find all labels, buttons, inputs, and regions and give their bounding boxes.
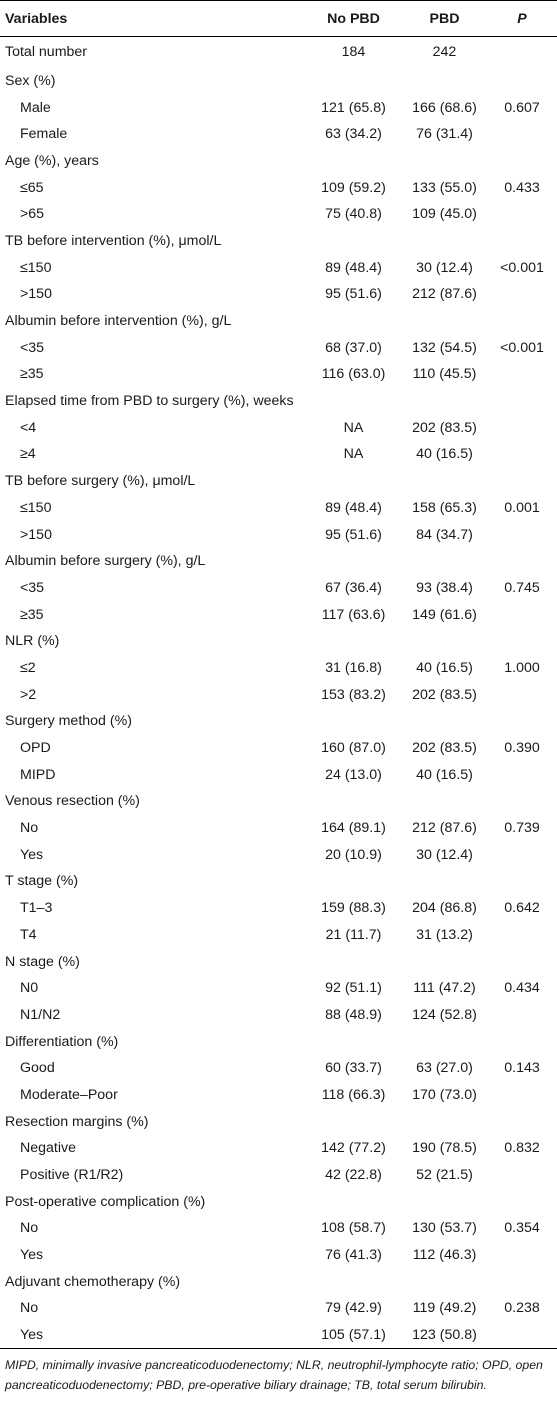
cell-pbd	[402, 868, 487, 895]
table-row	[0, 1322, 557, 1349]
table-row	[0, 361, 557, 388]
cell-pbd	[402, 548, 487, 575]
cell-no-pbd: 121 (65.8)	[321, 99, 386, 116]
table-row	[0, 601, 557, 628]
cell-no-pbd	[305, 228, 402, 255]
cell-variable: TB before intervention (%), μmol/L	[5, 232, 222, 249]
cell-no-pbd: 63 (34.2)	[325, 126, 382, 143]
cell-p-value	[487, 308, 557, 335]
cell-no-pbd: 89 (48.4)	[325, 259, 382, 276]
cell-pbd: 133 (55.0)	[412, 179, 477, 196]
cell-pbd	[402, 1268, 487, 1295]
cell-pbd	[402, 948, 487, 975]
cell-pbd: 132 (54.5)	[412, 339, 477, 356]
cell-variable: Negative	[20, 1140, 76, 1157]
cell-p-value	[487, 1162, 557, 1189]
cell-pbd: 84 (34.7)	[416, 526, 473, 543]
cell-no-pbd	[305, 308, 402, 335]
cell-p-value	[487, 521, 557, 548]
cell-pbd: 170 (73.0)	[412, 1086, 477, 1103]
cell-pbd: 242	[432, 44, 457, 61]
cell-p-value	[487, 841, 557, 868]
cell-no-pbd: 116 (63.0)	[321, 366, 386, 383]
cell-no-pbd	[305, 1028, 402, 1055]
cell-pbd: 119 (49.2)	[412, 1300, 477, 1317]
cell-no-pbd: 21 (11.7)	[325, 926, 382, 943]
table-group-row	[0, 1028, 557, 1055]
table-row	[0, 815, 557, 842]
table-group-row	[0, 1188, 557, 1215]
cell-p-value	[487, 922, 557, 949]
cell-p-value	[487, 441, 557, 468]
cell-variable: Age (%), years	[5, 152, 99, 169]
cell-p-value: 0.354	[504, 1220, 540, 1237]
cell-pbd: 202 (83.5)	[412, 686, 477, 703]
cell-no-pbd	[305, 1268, 402, 1295]
table-row	[0, 521, 557, 548]
cell-pbd	[402, 628, 487, 655]
cell-p-value: 0.433	[504, 179, 540, 196]
cell-variable: Albumin before intervention (%), g/L	[5, 313, 232, 330]
table-row	[0, 975, 557, 1002]
cell-no-pbd: 31 (16.8)	[325, 659, 382, 676]
table-row	[0, 1295, 557, 1322]
cell-no-pbd: 153 (83.2)	[321, 686, 386, 703]
cell-variable: ≥35	[20, 366, 44, 383]
cell-pbd: 76 (31.4)	[416, 126, 473, 143]
cell-variable: N0	[20, 980, 39, 997]
cell-no-pbd: 79 (42.9)	[325, 1300, 382, 1317]
cell-p-value	[487, 1322, 557, 1349]
cell-pbd	[402, 68, 487, 95]
cell-no-pbd	[305, 1188, 402, 1215]
table-row	[0, 922, 557, 949]
cell-pbd: 130 (53.7)	[412, 1220, 477, 1237]
table-row	[0, 841, 557, 868]
cell-no-pbd: 105 (57.1)	[305, 1322, 402, 1349]
cell-pbd: 31 (13.2)	[416, 926, 473, 943]
table-row	[0, 1215, 557, 1242]
header-no-pbd: No PBD	[305, 1, 402, 37]
cell-variable: NLR (%)	[5, 633, 60, 650]
table-row	[0, 1055, 557, 1082]
table-body	[0, 37, 557, 1349]
table-row	[0, 201, 557, 228]
cell-pbd: 124 (52.8)	[412, 1006, 477, 1023]
cell-variable: No	[20, 820, 39, 837]
cell-pbd	[402, 388, 487, 415]
cell-p-value	[487, 121, 557, 148]
cell-p-value	[487, 948, 557, 975]
cell-no-pbd	[305, 868, 402, 895]
header-pbd: PBD	[402, 1, 487, 37]
cell-no-pbd: 109 (59.2)	[321, 179, 386, 196]
cell-pbd: 30 (12.4)	[416, 846, 473, 863]
cell-p-value: 0.745	[504, 579, 540, 596]
cell-pbd: 112 (46.3)	[412, 1247, 477, 1264]
cell-p-value	[487, 388, 557, 415]
table-group-row	[0, 948, 557, 975]
cell-no-pbd	[305, 468, 402, 495]
table-row	[0, 254, 557, 281]
cell-p-value	[487, 761, 557, 788]
cell-p-value	[487, 37, 557, 68]
cell-p-value	[487, 708, 557, 735]
cell-p-value	[487, 628, 557, 655]
cell-pbd: 204 (86.8)	[412, 900, 477, 917]
cell-variable: >65	[20, 206, 45, 223]
table-row	[0, 1242, 557, 1269]
cell-no-pbd: 184	[341, 44, 366, 61]
cell-variable: T1–3	[20, 900, 53, 917]
table-row	[0, 761, 557, 788]
table-row	[0, 281, 557, 308]
cell-no-pbd: 117 (63.6)	[321, 606, 386, 623]
cell-p-value: 0.143	[504, 1060, 540, 1077]
cell-p-value	[487, 1028, 557, 1055]
cell-pbd	[402, 228, 487, 255]
cell-p-value	[487, 868, 557, 895]
table-row	[0, 1162, 557, 1189]
cell-pbd: 110 (45.5)	[412, 366, 477, 383]
cell-variable: Yes	[20, 1247, 44, 1264]
cell-variable: No	[20, 1300, 39, 1317]
cell-no-pbd: 42 (22.8)	[325, 1167, 382, 1184]
cell-variable: ≥4	[20, 446, 36, 463]
table-group-row	[0, 228, 557, 255]
cell-p-value	[487, 281, 557, 308]
cell-pbd: 30 (12.4)	[416, 259, 473, 276]
cell-variable: >2	[20, 686, 37, 703]
cell-pbd	[402, 468, 487, 495]
cell-variable: ≤150	[20, 259, 52, 276]
table-header	[0, 1, 557, 37]
cell-no-pbd: 160 (87.0)	[321, 740, 386, 757]
cell-no-pbd	[305, 1108, 402, 1135]
cell-variable: Resection margins (%)	[5, 1113, 149, 1130]
cell-variable: Elapsed time from PBD to surgery (%), weeks	[5, 393, 294, 410]
cell-variable: Female	[20, 126, 68, 143]
cell-p-value: 0.739	[504, 820, 540, 837]
cell-pbd: 40 (16.5)	[416, 446, 473, 463]
table-row	[0, 94, 557, 121]
cell-variable: ≥35	[20, 606, 44, 623]
cell-no-pbd	[305, 548, 402, 575]
table-row	[0, 681, 557, 708]
table-group-row	[0, 868, 557, 895]
cell-variable: Adjuvant chemotherapy (%)	[5, 1273, 181, 1290]
cell-no-pbd: 76 (41.3)	[325, 1247, 382, 1264]
cell-p-value	[487, 681, 557, 708]
table-row	[0, 1135, 557, 1162]
table-group-row	[0, 308, 557, 335]
cell-variable: Total number	[5, 44, 88, 61]
cell-p-value	[487, 414, 557, 441]
cell-variable: >150	[20, 526, 52, 543]
cell-no-pbd: NA	[343, 419, 364, 436]
cell-pbd: 202 (83.5)	[412, 419, 477, 436]
table-row	[0, 174, 557, 201]
cell-p-value: <0.001	[500, 339, 544, 356]
cell-p-value: 0.390	[504, 740, 540, 757]
cell-variable: >150	[20, 286, 52, 303]
table-footnote: MIPD, minimally invasive pancreaticoduodenectomy; NLR, neutrophil-lymphocyte ratio; OPD, open pancreaticoduodenectomy; PBD, pre-operative biliary drainage; TB, total serum bilirubin.	[5, 1358, 543, 1392]
cell-pbd: 202 (83.5)	[412, 740, 477, 757]
cell-variable: Surgery method (%)	[5, 713, 132, 730]
cell-pbd: 111 (47.2)	[413, 980, 476, 997]
table-row	[0, 895, 557, 922]
cell-variable: Differentiation (%)	[5, 1033, 119, 1050]
cell-no-pbd: 142 (77.2)	[321, 1140, 386, 1157]
cell-pbd	[402, 788, 487, 815]
cell-variable: TB before surgery (%), μmol/L	[5, 473, 196, 490]
cell-variable: <35	[20, 579, 45, 596]
cell-p-value: 0.642	[504, 900, 540, 917]
cell-no-pbd	[305, 388, 402, 415]
cell-no-pbd	[305, 628, 402, 655]
table-row	[0, 495, 557, 522]
cell-no-pbd: 68 (37.0)	[325, 339, 382, 356]
cell-p-value	[487, 601, 557, 628]
cell-pbd: 109 (45.0)	[412, 206, 477, 223]
cell-no-pbd: 20 (10.9)	[325, 846, 382, 863]
cell-no-pbd	[305, 948, 402, 975]
table-group-row	[0, 548, 557, 575]
cell-pbd	[402, 1108, 487, 1135]
cell-variable: OPD	[20, 740, 51, 757]
cell-variable: Positive (R1/R2)	[20, 1167, 124, 1184]
cell-pbd: 52 (21.5)	[416, 1167, 473, 1184]
cell-no-pbd	[305, 68, 402, 95]
cell-pbd	[402, 148, 487, 175]
table-group-row	[0, 68, 557, 95]
cell-variable: Venous resection (%)	[5, 793, 140, 810]
table-row	[0, 655, 557, 682]
cell-pbd: 149 (61.6)	[412, 606, 477, 623]
table-row	[0, 414, 557, 441]
cell-variable: Albumin before surgery (%), g/L	[5, 553, 206, 570]
cell-no-pbd	[305, 788, 402, 815]
cell-variable: <4	[20, 419, 37, 436]
cell-pbd: 123 (50.8)	[402, 1322, 487, 1349]
cell-p-value	[487, 788, 557, 815]
cell-variable: No	[20, 1220, 39, 1237]
cell-no-pbd: 108 (58.7)	[321, 1220, 386, 1237]
cell-p-value	[487, 228, 557, 255]
table-row	[0, 1082, 557, 1109]
cell-variable: Yes	[20, 846, 44, 863]
table-group-row	[0, 148, 557, 175]
cell-pbd: 190 (78.5)	[412, 1140, 477, 1157]
cell-variable: T stage (%)	[5, 873, 79, 890]
cell-pbd: 40 (16.5)	[416, 766, 473, 783]
header-p-value: P	[487, 1, 557, 37]
cell-pbd: 158 (65.3)	[412, 499, 477, 516]
cell-variable: MIPD	[20, 766, 56, 783]
cell-pbd	[402, 1028, 487, 1055]
cell-variable: Sex (%)	[5, 72, 56, 89]
cell-p-value	[487, 1188, 557, 1215]
cell-pbd: 40 (16.5)	[416, 659, 473, 676]
cell-no-pbd: 164 (89.1)	[321, 820, 386, 837]
cell-no-pbd: 75 (40.8)	[325, 206, 382, 223]
cell-p-value	[487, 361, 557, 388]
cell-p-value	[487, 1268, 557, 1295]
table-group-row	[0, 628, 557, 655]
cell-p-value: 1.000	[504, 659, 540, 676]
table-group-row	[0, 468, 557, 495]
cell-no-pbd: NA	[343, 446, 364, 463]
cell-pbd: 63 (27.0)	[416, 1060, 473, 1077]
cell-variable: N stage (%)	[5, 953, 80, 970]
cell-pbd: 93 (38.4)	[416, 579, 473, 596]
cell-no-pbd: 89 (48.4)	[325, 499, 382, 516]
table-row	[0, 121, 557, 148]
cell-pbd: 212 (87.6)	[412, 286, 477, 303]
cell-variable: N1/N2	[20, 1006, 61, 1023]
cell-p-value: 0.607	[504, 99, 540, 116]
cell-no-pbd: 95 (51.6)	[325, 286, 382, 303]
table-group-row	[0, 1108, 557, 1135]
cell-variable: ≤65	[20, 179, 44, 196]
cell-variable: Yes	[0, 1322, 305, 1349]
cell-no-pbd: 95 (51.6)	[325, 526, 382, 543]
cell-variable: Male	[20, 99, 51, 116]
table-group-row	[0, 388, 557, 415]
cell-variable: Moderate–Poor	[20, 1086, 118, 1103]
cell-p-value: 0.238	[504, 1300, 540, 1317]
cell-p-value: 0.434	[504, 980, 540, 997]
cell-pbd	[402, 708, 487, 735]
header-variables: Variables	[0, 1, 305, 37]
cell-p-value: 0.001	[504, 499, 540, 516]
table-row	[0, 735, 557, 762]
cell-p-value	[487, 148, 557, 175]
table-row	[0, 575, 557, 602]
header-row	[0, 1, 557, 37]
cell-no-pbd: 88 (48.9)	[325, 1006, 382, 1023]
cell-p-value	[487, 1242, 557, 1269]
cell-p-value	[487, 468, 557, 495]
cell-p-value	[487, 1108, 557, 1135]
cell-variable: ≤2	[20, 659, 36, 676]
cell-p-value: <0.001	[500, 259, 544, 276]
cell-no-pbd: 67 (36.4)	[325, 579, 382, 596]
cell-p-value	[487, 201, 557, 228]
cell-no-pbd	[305, 708, 402, 735]
table-group-row	[0, 1268, 557, 1295]
cell-variable: Good	[20, 1060, 55, 1077]
cell-p-value: 0.832	[504, 1140, 540, 1157]
table-group-row	[0, 788, 557, 815]
cell-p-value	[487, 68, 557, 95]
cell-no-pbd: 159 (88.3)	[321, 900, 386, 917]
table-row	[0, 37, 557, 68]
table-group-row	[0, 708, 557, 735]
table-row	[0, 334, 557, 361]
cell-p-value	[487, 1002, 557, 1029]
cell-no-pbd: 118 (66.3)	[321, 1086, 386, 1103]
cell-variable: ≤150	[20, 499, 52, 516]
cell-pbd	[402, 1188, 487, 1215]
cell-p-value	[487, 548, 557, 575]
cell-pbd	[402, 308, 487, 335]
cell-pbd: 212 (87.6)	[412, 820, 477, 837]
cell-no-pbd: 60 (33.7)	[325, 1060, 382, 1077]
cell-no-pbd: 92 (51.1)	[325, 980, 382, 997]
cell-p-value	[487, 1082, 557, 1109]
cell-variable: Post-operative complication (%)	[5, 1193, 206, 1210]
cell-no-pbd: 24 (13.0)	[325, 766, 382, 783]
table-row	[0, 1002, 557, 1029]
cell-variable: T4	[20, 926, 37, 943]
cell-variable: <35	[20, 339, 45, 356]
cell-no-pbd	[305, 148, 402, 175]
table-row	[0, 441, 557, 468]
cell-pbd: 166 (68.6)	[412, 99, 477, 116]
